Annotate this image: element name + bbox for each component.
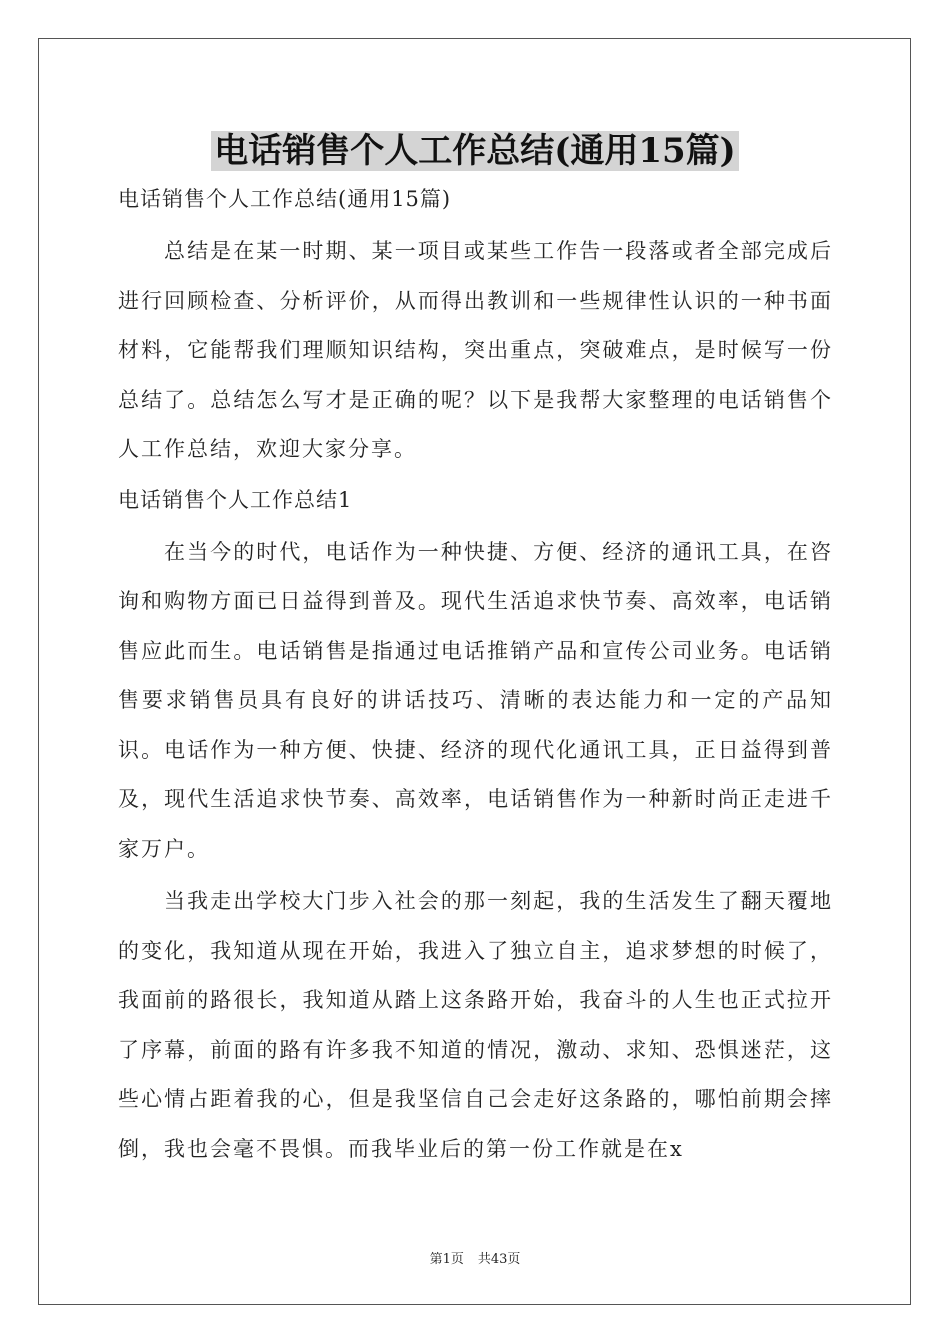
body-paragraph: 在当今的时代，电话作为一种快捷、方便、经济的通讯工具，在咨询和购物方面已日益得到普及。现代生活追求快节奏、高效率，电话销售应此而生。电话销售是指通过电话推销产品和宣传公司业务。电话销售要求销售员具有良好的讲话技巧、清晰的表达能力和一定的产品知识。电话作为一种方便、快捷、经济的现代化通讯工具，正日益得到普及，现代生活追求快节奏、高效率，电话销售作为一种新时尚正走进千家万户。 <box>118 539 833 861</box>
document-subtitle: 电话销售个人工作总结(通用15篇) <box>118 187 452 211</box>
body-paragraph: 当我走出学校大门步入社会的那一刻起，我的生活发生了翻天覆地的变化，我知道从现在开始，我进入了独立自主，追求梦想的时候了，我面前的路很长，我知道从踏上这条路开始，我奋斗的人生也正式拉开了序幕，前面的路有许多我不知道的情况，激动、求知、恐惧迷茫，这些心情占距着我的心，但是我坚信自己会走好这条路的，哪怕前期会摔倒，我也会毫不畏惧。而我毕业后的第一份工作就是在x <box>118 889 833 1161</box>
document-body <box>118 174 833 1174</box>
document-title-text: 电话销售个人工作总结(通用15篇) <box>211 131 739 171</box>
page-number: 第1页 <box>429 1252 464 1267</box>
document-title <box>0 125 950 177</box>
page-total: 共43页 <box>477 1252 521 1267</box>
section-heading: 电话销售个人工作总结1 <box>118 487 353 512</box>
page-footer <box>0 1248 950 1267</box>
intro-paragraph: 总结是在某一时期、某一项目或某些工作告一段落或者全部完成后进行回顾检查、分析评价，从而得出教训和一些规律性认识的一种书面材料，它能帮我们理顺知识结构，突出重点，突破难点，是时候写一份总结了。总结怎么写才是正确的呢？以下是我帮大家整理的电话销售个人工作总结，欢迎大家分享。 <box>118 239 833 461</box>
